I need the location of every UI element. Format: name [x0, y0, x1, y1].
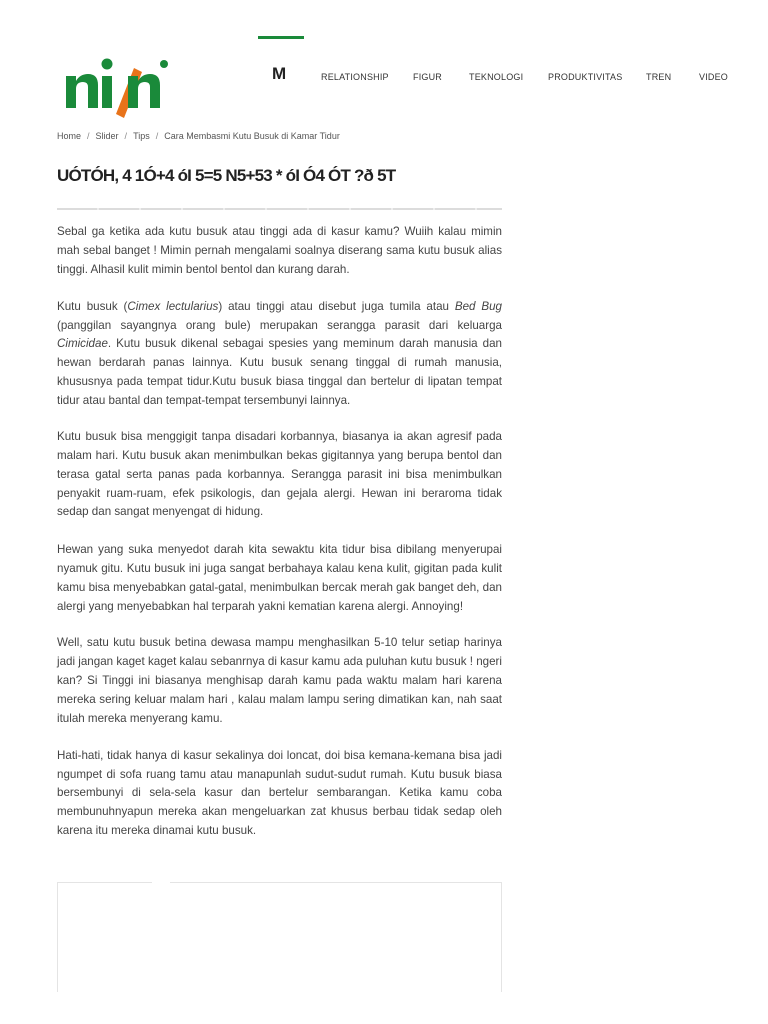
breadcrumb-home[interactable]: Home [57, 131, 82, 141]
site-logo[interactable] [60, 52, 168, 126]
article-paragraph [57, 223, 502, 279]
text-run: Kutu busuk bisa menggigit tanpa disadari korbannya, biasanya ia akan agresif pada malam hari. Kutu busuk akan menimbulkan bekas gigitannya yang berupa bentol dan terasa gatal serta panas pada korbannya. Serangga parasit ini bisa menimbulkan penyakit ruam-ruam, efek psikologis, dan gejala alergi. Hewan ini beraroma tidak sedap dan sangat menyengat di hidung. [57, 430, 502, 519]
title-divider [57, 208, 502, 210]
embed-frame [57, 882, 502, 992]
article-paragraph [57, 428, 502, 522]
text-run: Sebal ga ketika ada kutu busuk atau tinggi ada di kasur kamu? Wuiih kalau mimin mah sebal banget ! Mimin pernah mengalami soalnya diserang sama kutu busuk alias tinggi. Alhasil kulit mimin bentol bentol dan kurang darah. [57, 225, 502, 276]
nav-item-video[interactable]: VIDEO [699, 72, 729, 82]
text-run: . Kutu busuk dikenal sebagai spesies yang meminum darah manusia dan hewan berdarah panas lainnya. Kutu busuk senang tinggal di rumah manusia, khususnya pada tempat tidur.Kutu busuk biasa tinggal dan bertelur di lipatan tempat tidur atau bantal dan tempat-tempat tersembunyi lainnya. [57, 337, 502, 407]
text-run: ) atau tinggi atau disebut juga tumila atau [218, 299, 455, 313]
breadcrumb-separator: / [87, 131, 90, 141]
breadcrumb-tips[interactable]: Tips [133, 131, 150, 141]
article-paragraph [57, 541, 502, 616]
nav-item-figur[interactable]: FIGUR [413, 72, 442, 82]
logo-graphic [60, 52, 168, 126]
breadcrumb-separator: / [124, 131, 128, 141]
breadcrumb-separator: / [155, 131, 159, 141]
breadcrumb [57, 131, 340, 141]
nav-item-relationship[interactable]: RELATIONSHIP [321, 72, 389, 82]
italic-term: Bed Bug [454, 299, 502, 313]
embed-notch [152, 878, 170, 884]
breadcrumb-current: Cara Membasmi Kutu Busuk di Kamar Tidur [164, 131, 340, 141]
text-run: (panggilan sayangnya orang bule) merupakan serangga parasit dari keluarga [57, 318, 502, 332]
italic-term: Cimex lectularius [127, 299, 219, 313]
text-run: Hewan yang suka menyedot darah kita sewaktu kita tidur bisa dibilang menyerupai nyamuk gitu. Kutu busuk ini juga sangat berbahaya kalau kena kulit, gigitan pada kulit kamu bisa menyebabkan gatal-gatal, menimbulkan bercak merah gak banget deh, dan alergi yang menyebabkan hal terparah yakni kematian karena alergi. Annoying! [57, 543, 502, 613]
page-title: UÓTÓH, 4 1Ó+4 óI 5=5 N5+53 * óI Ó4 ÓT ?ð 5T [57, 166, 396, 185]
article-paragraph [57, 747, 502, 841]
nav-item-teknologi[interactable]: TEKNOLOGI [469, 72, 524, 82]
nav-item-tren[interactable]: TREN [646, 72, 672, 82]
breadcrumb-slider[interactable]: Slider [95, 131, 119, 141]
text-run: Kutu busuk ( [57, 299, 128, 313]
nav-home-icon[interactable]: M [272, 64, 287, 83]
nav-item-produktivitas[interactable]: PRODUKTIVITAS [548, 72, 623, 82]
nav-active-indicator [258, 36, 304, 39]
article-paragraph [57, 634, 502, 728]
main-nav [270, 64, 740, 90]
text-run: Hati-hati, tidak hanya di kasur sekalinya doi loncat, doi bisa kemana-kemana bisa jadi ngumpet di sofa ruang tamu atau manapunlah sudut-sudut rumah. Kutu busuk biasa bersembunyi di sela-sela kasur dan bertelur sembarangan. Ketika kamu coba membunuhnyapun mereka akan mengeluarkan zat khusus berbau tidak sedap oleh karena itu mereka dinamai kutu busuk. [57, 748, 502, 838]
text-run: Well, satu kutu busuk betina dewasa mampu menghasilkan 5-10 telur setiap harinya jadi jangan kaget kaget kalau sebanrnya di kasur kamu ada puluhan kutu busuk ! ngeri kan? Si Tinggi ini biasanya menghisap darah kamu pada waktu malam hari karena mereka sering keluar malam hari , kalau malam lampu sering dimatikan kan, nah saat itulah mereka menyerang kamu. [57, 636, 502, 725]
italic-term: Cimicidae [57, 337, 108, 351]
article-body [57, 223, 502, 859]
article-paragraph [57, 298, 502, 411]
